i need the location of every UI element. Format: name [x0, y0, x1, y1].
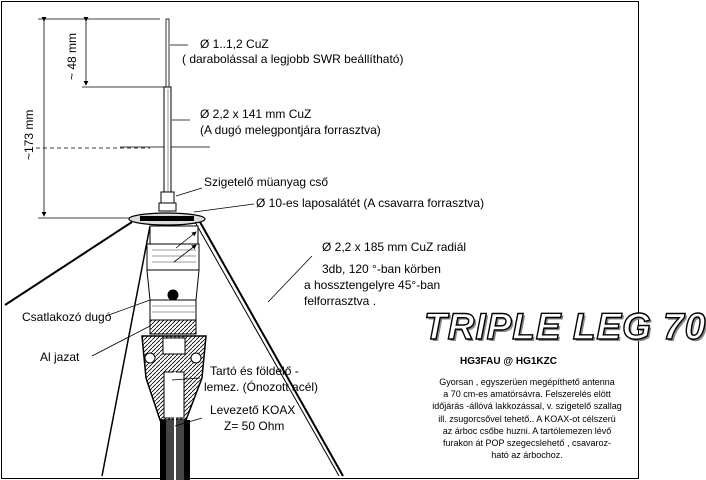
radial-note-2: a hossztengelyre 45°-ban — [304, 278, 441, 292]
connector-body — [147, 226, 199, 334]
description-line: időjárás -állóvá lakkozással, v. szigetelő szallag — [432, 401, 622, 412]
tip-wire — [166, 19, 169, 89]
plug-label: Csatlakozó dugó — [22, 310, 112, 324]
feed-label-1: Levezető KOAX — [210, 403, 296, 417]
description-line: a 70 cm-es amatörsávra. Felszerelés elött — [443, 389, 611, 400]
radial-label: Ø 2,2 x 185 mm CuZ radiál — [322, 240, 467, 254]
description-line: Gyorsan , egyszerüen megépíthető antenna — [439, 377, 615, 387]
dimension-lines — [36, 19, 210, 218]
description-line: ható az árbochoz. — [491, 450, 563, 461]
tip-wire-note: ( darabolással a legjobb SWR beállítható) — [182, 52, 404, 66]
radial-note-3: felforrasztva . — [304, 294, 377, 308]
bracket-label-2: lemez. (Ónozott acél) — [204, 380, 319, 394]
radial-note-1: 3db, 120 °-ban körben — [322, 262, 441, 276]
main-wire-note: (A dugó melegpontjára forrasztva) — [200, 123, 381, 137]
length-tip-label: ~ 48 mm — [65, 32, 79, 80]
description-line: az árboc csőbe huzni. A tartólemezen lévő — [442, 425, 612, 436]
description-line: ill. zsugorcsővel tehető.. A KOAX-ot célszerü — [438, 413, 616, 424]
feed-label-2: Z= 50 Ohm — [224, 419, 285, 433]
main-wire-label: Ø 2,2 x 141 mm CuZ — [200, 107, 312, 121]
description-line: furakon át POP szegecslehető , csavaroz- — [443, 438, 611, 449]
bracket-label-1: Tartó és földelő - — [210, 364, 299, 378]
description-block — [418, 376, 636, 461]
title-text: TRIPLE LEG 70 — [424, 306, 706, 347]
callsigns: HG3FAU @ HG1KZC — [460, 356, 557, 367]
screw — [159, 203, 176, 211]
lug-label: Ø 10-es laposalátét (A csavarra forrasztva) — [256, 196, 485, 210]
insulator-label: Szigetelő müanyag cső — [204, 175, 329, 189]
socket-label: Al jazat — [40, 350, 80, 364]
tip-wire-label: Ø 1..1,2 CuZ — [200, 37, 269, 51]
length-total-label: ~173 mm — [22, 109, 36, 160]
